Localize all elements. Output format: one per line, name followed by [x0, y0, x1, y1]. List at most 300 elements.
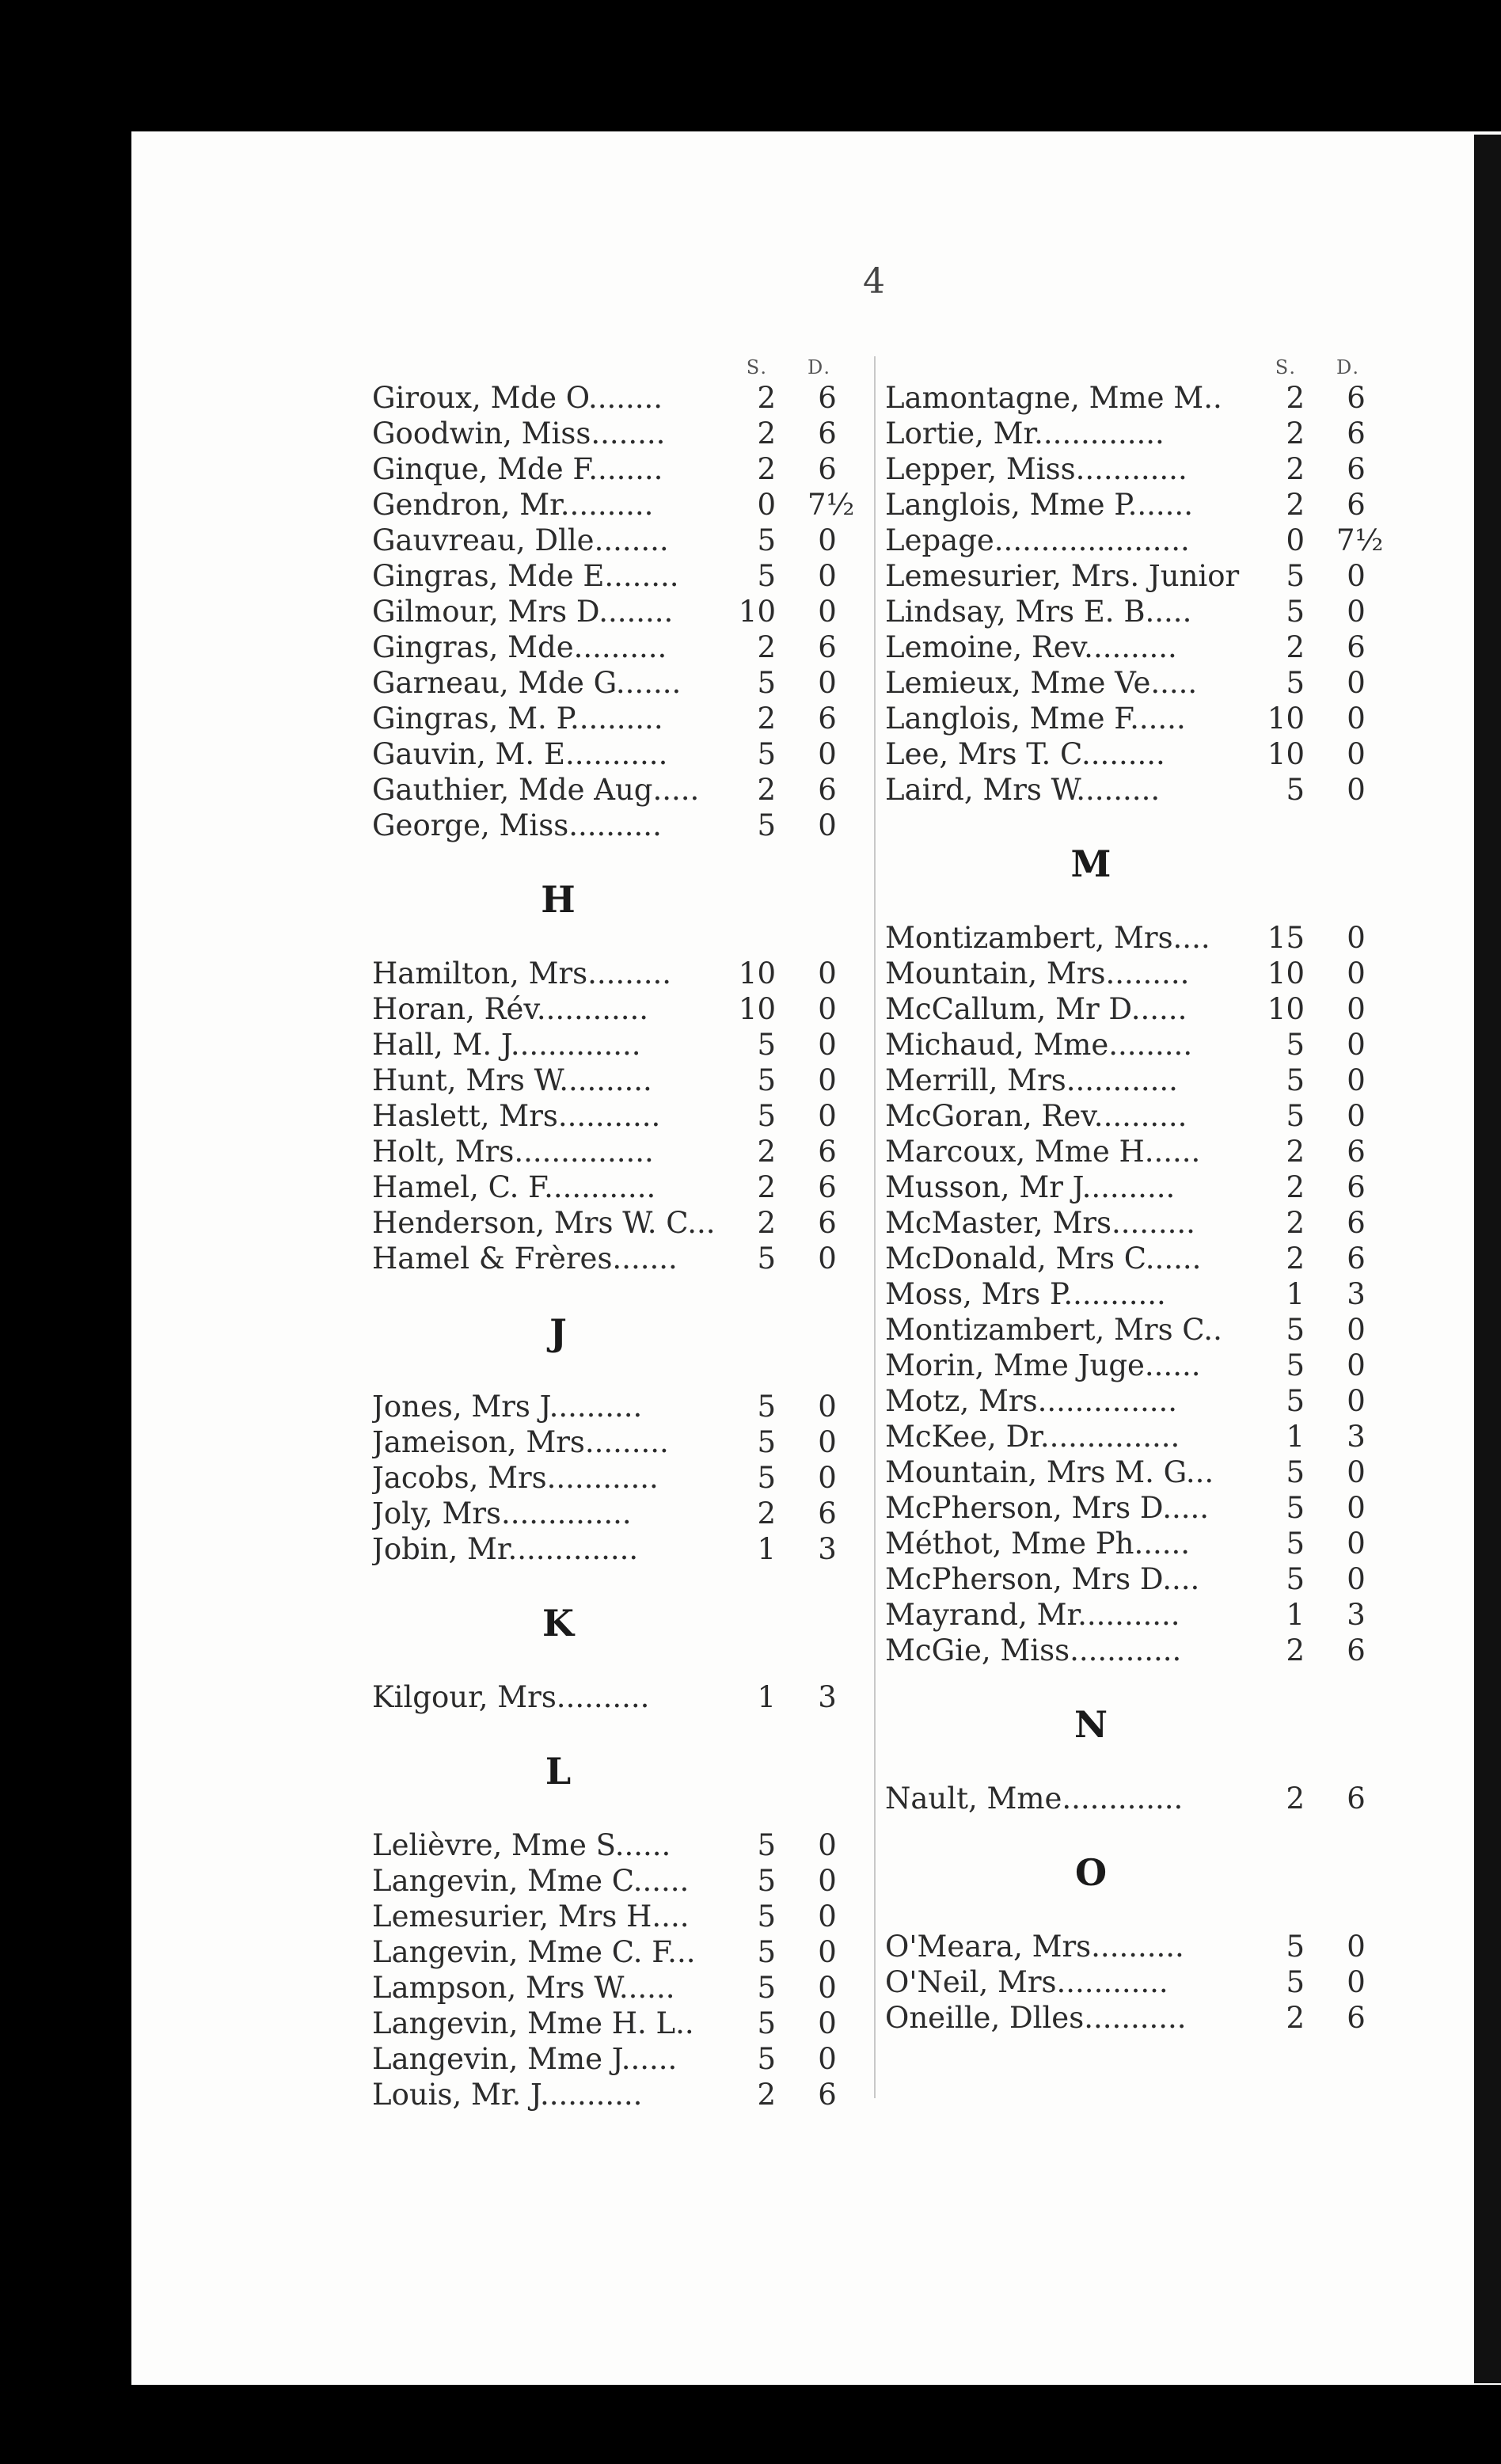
shillings-amount: 2: [757, 1170, 776, 1204]
pence-amount: 6: [1347, 452, 1366, 486]
subscriber-name: Horan, Rév............: [372, 992, 649, 1026]
pence-amount: 3: [1347, 1598, 1366, 1632]
subscriber-name: Lamontagne, Mme M..: [885, 381, 1222, 415]
subscriber-row: [885, 956, 1392, 991]
pence-amount: 6: [818, 1135, 837, 1169]
pence-amount: 0: [818, 1864, 837, 1898]
shillings-amount: 15: [1267, 921, 1305, 955]
subscriber-row: [885, 1027, 1392, 1063]
subscriber-row: [372, 523, 863, 558]
shillings-amount: 5: [1286, 1562, 1305, 1596]
section-j-list: [372, 1389, 863, 1567]
subscriber-name: Nault, Mme.............: [885, 1781, 1184, 1816]
pence-amount: 0: [1347, 773, 1366, 807]
subscriber-name: Gilmour, Mrs D........: [372, 595, 674, 629]
subscriber-name: Morin, Mme Juge......: [885, 1348, 1201, 1382]
subscriber-row: [372, 629, 863, 665]
subscriber-row: [372, 1027, 863, 1063]
pence-amount: 0: [818, 595, 837, 629]
subscriber-name: Montizambert, Mrs C..: [885, 1313, 1222, 1347]
pence-amount: 0: [818, 1828, 837, 1862]
subscriber-name: Lepage.....................: [885, 523, 1190, 557]
shillings-amount: 2: [1286, 416, 1305, 451]
pence-amount: 0: [818, 1425, 837, 1459]
shillings-amount: 5: [757, 1899, 776, 1934]
section-g-list: [372, 380, 863, 843]
pence-amount: 0: [818, 992, 837, 1026]
pence-amount: 0: [818, 1935, 837, 1969]
shillings-amount: 5: [757, 1063, 776, 1097]
subscriber-name: McPherson, Mrs D....: [885, 1562, 1200, 1596]
pence-amount: 0: [1347, 992, 1366, 1026]
pence-amount: 0: [1347, 1028, 1366, 1062]
pence-amount: 0: [818, 737, 837, 771]
shillings-amount: 5: [1286, 559, 1305, 593]
subscriber-row: [372, 380, 863, 416]
shillings-amount: 10: [738, 956, 776, 991]
pence-amount: 0: [1347, 559, 1366, 593]
subscriber-row: [885, 594, 1392, 629]
pence-amount: 6: [818, 452, 837, 486]
subscriber-name: Louis, Mr. J...........: [372, 2078, 643, 2112]
subscriber-name: Oneille, Dlles...........: [885, 2001, 1187, 2035]
pence-amount: 0: [818, 1971, 837, 2005]
shillings-amount: 5: [757, 2006, 776, 2040]
subscriber-name: McDonald, Mrs C......: [885, 1242, 1202, 1276]
subscriber-name: Giroux, Mde O........: [372, 381, 663, 415]
shillings-amount: 0: [757, 488, 776, 522]
subscriber-row: [885, 1597, 1392, 1633]
adjacent-page-edge: [1474, 135, 1501, 2383]
letter-heading-n: N: [1074, 1703, 1108, 1746]
subscriber-row: [885, 2000, 1392, 2036]
page-number: 4: [863, 261, 885, 302]
shillings-amount: 5: [757, 1828, 776, 1862]
pence-amount: 7½: [1336, 523, 1384, 557]
subscriber-row: [372, 558, 863, 594]
pence-amount: 0: [1347, 921, 1366, 955]
shillings-amount: 1: [757, 1532, 776, 1566]
subscriber-name: Lelièvre, Mme S......: [372, 1828, 671, 1862]
pence-amount: 7½: [808, 488, 855, 522]
shillings-amount: 10: [738, 992, 776, 1026]
pence-amount: 0: [1347, 666, 1366, 700]
subscriber-name: Hunt, Mrs W..........: [372, 1063, 652, 1097]
shillings-amount: 5: [1286, 1491, 1305, 1525]
section-l-list: [885, 380, 1392, 808]
subscriber-row: [372, 594, 863, 629]
shillings-amount: 10: [738, 595, 776, 629]
shillings-amount: 5: [757, 808, 776, 842]
pence-amount: 0: [1347, 1527, 1366, 1561]
pence-amount: 6: [1347, 1135, 1366, 1169]
subscriber-name: Lindsay, Mrs E. B.....: [885, 595, 1192, 629]
shillings-amount: 2: [1286, 1135, 1305, 1169]
subscriber-name: Musson, Mr J..........: [885, 1170, 1176, 1204]
subscriber-name: Lee, Mrs T. C.........: [885, 737, 1165, 771]
pence-amount: 3: [1347, 1277, 1366, 1311]
subscriber-row: [372, 2077, 863, 2112]
section-l-list: [372, 1827, 863, 2112]
subscriber-row: [885, 1276, 1392, 1312]
subscriber-row: [372, 1496, 863, 1531]
subscriber-row: [372, 1934, 863, 1970]
shillings-amount: 5: [1286, 1965, 1305, 1999]
subscriber-row: [372, 416, 863, 451]
pence-amount: 6: [1347, 1633, 1366, 1667]
pence-amount: 0: [818, 1099, 837, 1133]
subscriber-row: [885, 920, 1392, 956]
shillings-header: S.: [746, 356, 768, 378]
pence-amount: 3: [1347, 1420, 1366, 1454]
pence-amount: 0: [818, 523, 837, 557]
subscriber-row: [885, 451, 1392, 487]
pence-amount: 0: [1347, 595, 1366, 629]
pence-amount: 0: [818, 2006, 837, 2040]
pence-header: D.: [807, 356, 831, 378]
subscriber-row: [885, 1241, 1392, 1276]
subscriber-name: Montizambert, Mrs....: [885, 921, 1210, 955]
subscriber-row: [372, 665, 863, 701]
shillings-amount: 5: [757, 1028, 776, 1062]
shillings-amount: 2: [1286, 1170, 1305, 1204]
pence-amount: 6: [1347, 381, 1366, 415]
pence-amount: 0: [818, 956, 837, 991]
pence-amount: 0: [1347, 1455, 1366, 1489]
subscriber-name: Holt, Mrs...............: [372, 1135, 654, 1169]
subscriber-name: McPherson, Mrs D.....: [885, 1491, 1210, 1525]
subscriber-row: [372, 1389, 863, 1424]
subscriber-name: Langevin, Mme H. L..: [372, 2006, 694, 2040]
subscriber-row: [885, 629, 1392, 665]
shillings-amount: 2: [1286, 1206, 1305, 1240]
subscriber-name: Mayrand, Mr...........: [885, 1598, 1180, 1632]
shillings-amount: 5: [1286, 1313, 1305, 1347]
section-n-list: [885, 1781, 1392, 1816]
subscriber-name: O'Neil, Mrs............: [885, 1965, 1168, 1999]
pence-amount: 6: [818, 416, 837, 451]
subscriber-name: McMaster, Mrs.........: [885, 1206, 1195, 1240]
shillings-amount: 5: [1286, 1348, 1305, 1382]
subscriber-name: Garneau, Mde G.......: [372, 666, 682, 700]
subscriber-row: [885, 1929, 1392, 1964]
shillings-amount: 5: [757, 523, 776, 557]
subscriber-row: [885, 1490, 1392, 1526]
shillings-amount: 2: [1286, 1633, 1305, 1667]
subscriber-name: Langevin, Mme C. F...: [372, 1935, 696, 1969]
pence-amount: 0: [818, 1390, 837, 1424]
subscriber-name: Lepper, Miss............: [885, 452, 1188, 486]
subscriber-name: Joly, Mrs..............: [372, 1496, 632, 1530]
subscriber-row: [885, 1383, 1392, 1419]
subscriber-name: O'Meara, Mrs..........: [885, 1930, 1184, 1964]
subscriber-row: [885, 1454, 1392, 1490]
subscriber-row: [885, 772, 1392, 808]
subscriber-name: Jacobs, Mrs............: [372, 1461, 659, 1495]
shillings-amount: 2: [757, 702, 776, 736]
subscriber-name: Moss, Mrs P...........: [885, 1277, 1166, 1311]
subscriber-row: [372, 1531, 863, 1567]
shillings-amount: 5: [1286, 666, 1305, 700]
pence-amount: 0: [1347, 1313, 1366, 1347]
subscriber-name: Gendron, Mr..........: [372, 488, 654, 522]
shillings-amount: 2: [1286, 488, 1305, 522]
subscriber-row: [372, 1063, 863, 1098]
shillings-amount: 2: [757, 452, 776, 486]
subscriber-name: Langevin, Mme J......: [372, 2042, 678, 2076]
column-divider: [874, 356, 876, 2098]
right-column: [885, 356, 1392, 2036]
subscriber-row: [372, 1241, 863, 1276]
pence-amount: 0: [1347, 1491, 1366, 1525]
shillings-amount: 5: [757, 1242, 776, 1276]
pence-amount: 3: [818, 1532, 837, 1566]
subscriber-row: [885, 1561, 1392, 1597]
shillings-amount: 5: [1286, 1099, 1305, 1133]
subscriber-row: [372, 487, 863, 523]
subscriber-row: [885, 1134, 1392, 1169]
shillings-amount: 0: [1286, 523, 1305, 557]
subscriber-name: Laird, Mrs W.........: [885, 773, 1161, 807]
shillings-amount: 5: [757, 1390, 776, 1424]
subscriber-name: McCallum, Mr D......: [885, 992, 1188, 1026]
shillings-amount: 2: [1286, 630, 1305, 664]
subscriber-row: [372, 1970, 863, 2006]
subscriber-row: [885, 1169, 1392, 1205]
subscriber-name: Merrill, Mrs............: [885, 1063, 1178, 1097]
subscriber-row: [372, 1205, 863, 1241]
pence-amount: 0: [1347, 1099, 1366, 1133]
shillings-amount: 5: [757, 1935, 776, 1969]
subscriber-name: McGie, Miss............: [885, 1633, 1182, 1667]
shillings-amount: 2: [757, 2078, 776, 2112]
subscriber-row: [885, 380, 1392, 416]
subscriber-name: Jones, Mrs J..........: [372, 1390, 643, 1424]
subscriber-row: [885, 991, 1392, 1027]
subscriber-row: [372, 736, 863, 772]
pence-header: D.: [1336, 356, 1360, 378]
shillings-amount: 5: [757, 1864, 776, 1898]
subscriber-row: [885, 523, 1392, 558]
shillings-amount: 10: [1267, 737, 1305, 771]
subscriber-row: [372, 808, 863, 843]
shillings-amount: 5: [1286, 1063, 1305, 1097]
subscriber-row: [372, 701, 863, 736]
subscriber-name: Michaud, Mme.........: [885, 1028, 1193, 1062]
shillings-amount: 5: [757, 1099, 776, 1133]
shillings-amount: 5: [757, 1971, 776, 2005]
shillings-amount: 5: [1286, 773, 1305, 807]
shillings-amount: 5: [757, 666, 776, 700]
shillings-amount: 5: [757, 1425, 776, 1459]
shillings-amount: 2: [757, 630, 776, 664]
subscriber-name: Gauthier, Mde Aug.....: [372, 773, 700, 807]
subscriber-row: [885, 1633, 1392, 1668]
subscriber-row: [372, 1679, 863, 1715]
subscriber-row: [372, 772, 863, 808]
subscriber-row: [885, 1964, 1392, 2000]
shillings-amount: 1: [1286, 1277, 1305, 1311]
shillings-amount: 1: [1286, 1420, 1305, 1454]
pence-amount: 0: [1347, 956, 1366, 991]
pence-amount: 0: [818, 1028, 837, 1062]
subscriber-name: Lemesurier, Mrs H....: [372, 1899, 690, 1934]
subscriber-name: Lemoine, Rev..........: [885, 630, 1177, 664]
section-h-list: [372, 956, 863, 1276]
subscriber-name: Jobin, Mr..............: [372, 1532, 639, 1566]
shillings-amount: 5: [1286, 1028, 1305, 1062]
subscriber-name: Gingras, Mde..........: [372, 630, 667, 664]
subscriber-row: [372, 1460, 863, 1496]
subscriber-name: Kilgour, Mrs..........: [372, 1680, 650, 1714]
pence-amount: 0: [818, 808, 837, 842]
subscriber-name: Marcoux, Mme H......: [885, 1135, 1201, 1169]
subscriber-name: Lemieux, Mme Ve.....: [885, 666, 1198, 700]
pence-amount: 0: [818, 1063, 837, 1097]
pence-amount: 6: [818, 702, 837, 736]
subscriber-name: McKee, Dr...............: [885, 1420, 1180, 1454]
subscriber-name: Lortie, Mr..............: [885, 416, 1165, 451]
pence-amount: 6: [818, 1170, 837, 1204]
subscriber-name: Jameison, Mrs.........: [372, 1425, 669, 1459]
section-o-list: [885, 1929, 1392, 2036]
pence-amount: 3: [818, 1680, 837, 1714]
subscriber-row: [372, 2006, 863, 2041]
subscriber-name: Méthot, Mme Ph......: [885, 1527, 1191, 1561]
shillings-amount: 5: [1286, 1527, 1305, 1561]
shillings-amount: 5: [1286, 1455, 1305, 1489]
shillings-amount: 5: [1286, 1384, 1305, 1418]
subscriber-row: [372, 451, 863, 487]
subscriber-name: Gauvin, M. E...........: [372, 737, 668, 771]
subscriber-name: Gingras, Mde E........: [372, 559, 679, 593]
subscriber-name: Langlois, Mme F......: [885, 702, 1186, 736]
letter-heading-k: K: [542, 1602, 574, 1645]
subscriber-row: [372, 2041, 863, 2077]
shillings-amount: 2: [1286, 381, 1305, 415]
pence-amount: 0: [1347, 737, 1366, 771]
section-m-list: [885, 920, 1392, 1668]
subscriber-name: Mountain, Mrs.........: [885, 956, 1190, 991]
section-k-list: [372, 1679, 863, 1715]
subscriber-row: [885, 701, 1392, 736]
subscriber-name: Hamilton, Mrs.........: [372, 956, 671, 991]
subscriber-row: [885, 665, 1392, 701]
pence-amount: 6: [1347, 2001, 1366, 2035]
pence-amount: 0: [1347, 702, 1366, 736]
pence-amount: 6: [1347, 630, 1366, 664]
subscriber-row: [885, 1312, 1392, 1348]
pence-amount: 6: [818, 1206, 837, 1240]
column-header: [372, 356, 863, 380]
column-header: [885, 356, 1392, 380]
pence-amount: 6: [818, 2078, 837, 2112]
shillings-amount: 2: [1286, 452, 1305, 486]
left-column: [372, 356, 863, 2112]
pence-amount: 0: [818, 2042, 837, 2076]
subscriber-row: [372, 1827, 863, 1863]
letter-heading-j: J: [549, 1311, 567, 1354]
subscriber-row: [372, 1899, 863, 1934]
pence-amount: 0: [818, 666, 837, 700]
pence-amount: 6: [818, 1496, 837, 1530]
subscriber-name: McGoran, Rev..........: [885, 1099, 1188, 1133]
subscriber-row: [885, 1348, 1392, 1383]
shillings-amount: 5: [757, 559, 776, 593]
pence-amount: 0: [818, 559, 837, 593]
subscriber-name: George, Miss..........: [372, 808, 662, 842]
subscriber-row: [885, 558, 1392, 594]
shillings-amount: 5: [1286, 1930, 1305, 1964]
subscriber-name: Langlois, Mme P.......: [885, 488, 1193, 522]
subscriber-name: Henderson, Mrs W. C...: [372, 1206, 716, 1240]
subscriber-row: [372, 956, 863, 991]
subscriber-row: [885, 1526, 1392, 1561]
shillings-amount: 10: [1267, 702, 1305, 736]
subscriber-row: [885, 1205, 1392, 1241]
shillings-amount: 2: [757, 1135, 776, 1169]
pence-amount: 0: [1347, 1965, 1366, 1999]
subscriber-name: Haslett, Mrs...........: [372, 1099, 661, 1133]
pence-amount: 0: [1347, 1930, 1366, 1964]
letter-heading-h: H: [541, 878, 576, 921]
shillings-amount: 2: [757, 773, 776, 807]
subscriber-row: [372, 1424, 863, 1460]
pence-amount: 6: [818, 773, 837, 807]
subscriber-row: [885, 1063, 1392, 1098]
subscriber-name: Hamel & Frères.......: [372, 1242, 678, 1276]
pence-amount: 0: [818, 1242, 837, 1276]
subscriber-name: Ginque, Mde F........: [372, 452, 663, 486]
shillings-amount: 2: [757, 1206, 776, 1240]
subscriber-name: Lampson, Mrs W......: [372, 1971, 675, 2005]
pence-amount: 0: [1347, 1348, 1366, 1382]
subscriber-name: Hall, M. J..............: [372, 1028, 641, 1062]
pence-amount: 6: [1347, 488, 1366, 522]
subscriber-row: [372, 1863, 863, 1899]
shillings-header: S.: [1275, 356, 1297, 378]
subscriber-row: [885, 1098, 1392, 1134]
subscriber-name: Gauvreau, Dlle........: [372, 523, 669, 557]
shillings-amount: 2: [757, 381, 776, 415]
subscriber-row: [372, 1098, 863, 1134]
subscriber-name: Motz, Mrs...............: [885, 1384, 1178, 1418]
pence-amount: 6: [1347, 1206, 1366, 1240]
subscriber-row: [885, 487, 1392, 523]
shillings-amount: 2: [1286, 1242, 1305, 1276]
subscriber-name: Mountain, Mrs M. G...: [885, 1455, 1214, 1489]
subscriber-name: Hamel, C. F............: [372, 1170, 656, 1204]
pence-amount: 0: [818, 1461, 837, 1495]
subscriber-name: Lemesurier, Mrs. Junior: [885, 559, 1240, 593]
subscriber-row: [372, 1169, 863, 1205]
subscriber-row: [372, 991, 863, 1027]
shillings-amount: 5: [757, 1461, 776, 1495]
subscriber-row: [885, 1419, 1392, 1454]
pence-amount: 6: [1347, 1242, 1366, 1276]
letter-heading-l: L: [545, 1750, 572, 1793]
pence-amount: 6: [1347, 1170, 1366, 1204]
pence-amount: 0: [818, 1899, 837, 1934]
shillings-amount: 1: [757, 1680, 776, 1714]
letter-heading-o: O: [1074, 1851, 1108, 1894]
subscriber-name: Gingras, M. P..........: [372, 702, 663, 736]
subscriber-row: [372, 1134, 863, 1169]
pence-amount: 0: [1347, 1063, 1366, 1097]
subscriber-row: [885, 736, 1392, 772]
pence-amount: 0: [1347, 1384, 1366, 1418]
pence-amount: 6: [1347, 416, 1366, 451]
